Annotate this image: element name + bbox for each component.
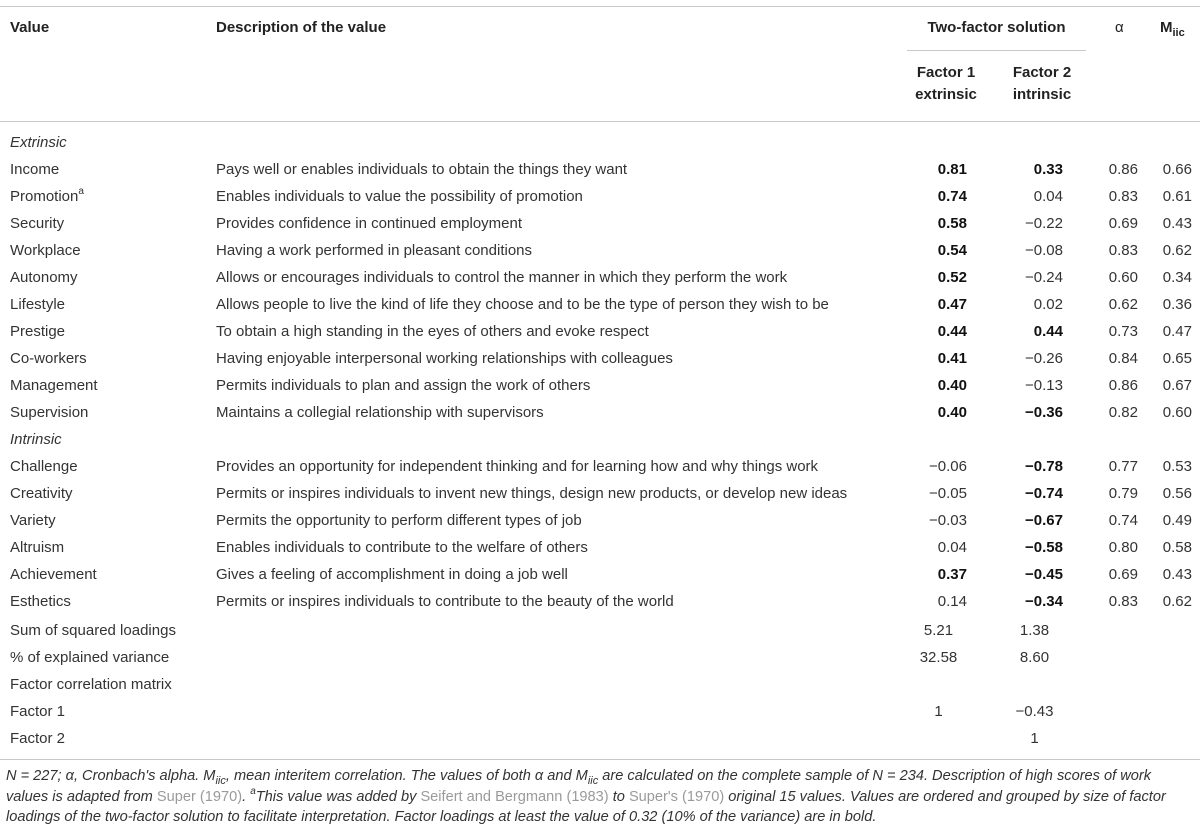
factor2-loading: −0.58 — [1025, 539, 1063, 556]
miic-value: 0.43 — [1162, 215, 1192, 232]
miic-value: 0.34 — [1162, 269, 1192, 286]
table-row — [0, 453, 1200, 480]
alpha-value: 0.86 — [1108, 161, 1138, 178]
alpha-value: 0.83 — [1108, 593, 1138, 610]
factor2-loading: −0.24 — [1025, 269, 1063, 286]
miic-value: 0.53 — [1162, 458, 1192, 475]
factor2-loading: −0.34 — [1025, 593, 1063, 610]
value-description: Provides an opportunity for independent thinking and for learning how and why things work — [216, 458, 819, 475]
table-row — [0, 210, 1200, 237]
factor1-loading: −0.03 — [929, 512, 967, 529]
value-name: Workplace — [10, 242, 81, 259]
factor2-loading: −0.36 — [1025, 404, 1063, 421]
value-description: Gives a feeling of accomplishment in doing a job well — [216, 566, 568, 583]
section-label: Intrinsic — [10, 431, 62, 448]
factor1-loading: −0.05 — [929, 485, 967, 502]
factor1-loading: 0.81 — [937, 161, 967, 178]
alpha-value: 0.84 — [1108, 350, 1138, 367]
factor1-loading: 0.14 — [937, 593, 967, 610]
factor2-loading: −0.08 — [1025, 242, 1063, 259]
value-description: Having enjoyable interpersonal working relationships with colleagues — [216, 350, 673, 367]
miic-value: 0.60 — [1162, 404, 1192, 421]
value-name: Management — [10, 377, 98, 394]
factor1-loading: 0.41 — [937, 350, 967, 367]
value-name: Achievement — [10, 566, 97, 583]
alpha-value: 0.73 — [1108, 323, 1138, 340]
factor2-loading: −0.45 — [1025, 566, 1063, 583]
value-name: Lifestyle — [10, 296, 66, 313]
factor1-loading: 0.47 — [937, 296, 967, 313]
factor2-loading: −0.67 — [1025, 512, 1063, 529]
alpha-value: 0.69 — [1108, 566, 1138, 583]
factor1-value: 32.58 — [919, 649, 958, 666]
header-rule — [0, 121, 1200, 122]
factor2-loading: 0.04 — [1033, 188, 1063, 205]
factor1-loading: 0.58 — [937, 215, 967, 232]
alpha-value: 0.80 — [1108, 539, 1138, 556]
factor2-loading: −0.22 — [1025, 215, 1063, 232]
factor1-value: 1 — [934, 703, 943, 720]
row-label: Factor correlation matrix — [10, 676, 172, 693]
bottom-rule — [0, 759, 1200, 760]
factor2-loading: 0.44 — [1033, 323, 1063, 340]
two-factor-rule — [907, 50, 1086, 51]
row-correlation-matrix — [0, 671, 1200, 698]
table-row — [0, 264, 1200, 291]
alpha-value: 0.60 — [1108, 269, 1138, 286]
value-name: Income — [10, 161, 60, 178]
factor2-value: 1.38 — [1019, 622, 1050, 639]
miic-value: 0.61 — [1162, 188, 1192, 205]
value-name: Challenge — [10, 458, 78, 475]
factor2-loading: 0.02 — [1033, 296, 1063, 313]
value-description: To obtain a high standing in the eyes of others and evoke respect — [216, 323, 649, 340]
value-name: Esthetics — [10, 593, 71, 610]
factor1-loading: 0.40 — [937, 404, 967, 421]
header-description: Description of the value — [216, 19, 387, 36]
value-name: Prestige — [10, 323, 66, 340]
row-label: % of explained variance — [10, 649, 170, 666]
table-row — [0, 480, 1200, 507]
miic-value: 0.36 — [1162, 296, 1192, 313]
factor2-loading: −0.13 — [1025, 377, 1063, 394]
header-factor1: Factor 1 extrinsic — [915, 64, 977, 103]
miic-value: 0.47 — [1162, 323, 1192, 340]
table-row — [0, 534, 1200, 561]
table-row — [0, 588, 1200, 615]
miic-value: 0.49 — [1162, 512, 1192, 529]
value-description: Enables individuals to value the possibility of promotion — [216, 188, 583, 205]
miic-value: 0.67 — [1162, 377, 1192, 394]
section-extrinsic — [0, 129, 1200, 156]
factor2-value: 8.60 — [1019, 649, 1050, 666]
factor2-loading: −0.74 — [1025, 485, 1063, 502]
factor1-loading: 0.44 — [937, 323, 967, 340]
value-description: Permits individuals to plan and assign the work of others — [216, 377, 591, 394]
reference-link[interactable]: Super (1970) — [156, 788, 243, 805]
value-description: Permits or inspires individuals to contribute to the beauty of the world — [216, 593, 674, 610]
factor2-value: −0.43 — [1015, 703, 1054, 720]
table-row — [0, 399, 1200, 426]
value-name: Co-workers — [10, 350, 87, 367]
table-row — [0, 156, 1200, 183]
row-explained-variance — [0, 644, 1200, 671]
table-row — [0, 345, 1200, 372]
factor2-loading: 0.33 — [1033, 161, 1063, 178]
row-correlation-factor1 — [0, 698, 1200, 725]
reference-link[interactable]: Super's (1970) — [628, 788, 725, 805]
row-label: Factor 2 — [10, 730, 66, 747]
factor2-loading: −0.78 — [1025, 458, 1063, 475]
header-alpha: α — [1115, 19, 1124, 36]
miic-value: 0.56 — [1162, 485, 1192, 502]
factor2-value: 1 — [1030, 730, 1039, 747]
table-row — [0, 318, 1200, 345]
factor2-loading: −0.26 — [1025, 350, 1063, 367]
value-name: Supervision — [10, 404, 89, 421]
factor1-value: 5.21 — [923, 622, 954, 639]
row-label: Sum of squared loadings — [10, 622, 176, 639]
table-row — [0, 561, 1200, 588]
miic-value: 0.62 — [1162, 242, 1192, 259]
alpha-value: 0.77 — [1108, 458, 1138, 475]
header-two-factor: Two-factor solution — [927, 19, 1066, 36]
value-description: Allows or encourages individuals to control the manner in which they perform the work — [216, 269, 788, 286]
table-note: N = 227; α, Cronbach's alpha. $M_{iic}$, mean interitem correlation. The values of both α and $M_{iic}$ are calculated on the complete sample of N = 234. Description of high scores of work values is adapted from Super (1970). $^a$This value was added by Seifert and Bergmann (1983) to Super's (1970) original 15 values. Values are ordered and grouped by size of factor loadings of the two-factor solution to facilitate interpretation. Factor loadings at least the value of 0.32 (10% of the variance) are in bold. — [6, 768, 1166, 825]
factor1-loading: 0.74 — [937, 188, 967, 205]
row-correlation-factor2 — [0, 725, 1200, 752]
miic-value: 0.62 — [1162, 593, 1192, 610]
section-label: Extrinsic — [10, 134, 67, 151]
reference-link[interactable]: Seifert and Bergmann (1983) — [420, 788, 609, 805]
value-description: Having a work performed in pleasant conditions — [216, 242, 533, 259]
value-name: Altruism — [10, 539, 65, 556]
header-factor2: Factor 2 intrinsic — [1012, 64, 1072, 103]
value-name: Creativity — [10, 485, 73, 502]
alpha-value: 0.79 — [1108, 485, 1138, 502]
row-sum-squared-loadings — [0, 617, 1200, 644]
value-name: Variety — [10, 512, 56, 529]
miic-value: 0.58 — [1162, 539, 1192, 556]
factor1-loading: 0.52 — [937, 269, 967, 286]
alpha-value: 0.74 — [1108, 512, 1138, 529]
header-miic: $M_{iic}$ — [1160, 19, 1185, 39]
factor1-loading: 0.54 — [937, 242, 967, 259]
value-name: Autonomy — [10, 269, 78, 286]
header-value: Value — [10, 19, 50, 36]
value-description: Pays well or enables individuals to obtain the things they want — [216, 161, 628, 178]
table-row — [0, 183, 1200, 210]
table-row — [0, 372, 1200, 399]
value-description: Provides confidence in continued employment — [216, 215, 523, 232]
miic-value: 0.43 — [1162, 566, 1192, 583]
value-name: Security — [10, 215, 65, 232]
alpha-value: 0.86 — [1108, 377, 1138, 394]
value-description: Maintains a collegial relationship with supervisors — [216, 404, 544, 421]
factor1-loading: −0.06 — [929, 458, 967, 475]
value-description: Allows people to live the kind of life they choose and to be the type of person they wish to be — [216, 296, 829, 313]
miic-value: 0.66 — [1162, 161, 1192, 178]
value-description: Permits or inspires individuals to invent new things, design new products, or develop new ideas — [216, 485, 848, 502]
factor1-loading: 0.37 — [937, 566, 967, 583]
table-row — [0, 291, 1200, 318]
row-label: Factor 1 — [10, 703, 66, 720]
value-name: Promotion$^a$ — [10, 186, 84, 205]
alpha-value: 0.82 — [1108, 404, 1138, 421]
value-description: Enables individuals to contribute to the welfare of others — [216, 539, 588, 556]
table-row — [0, 237, 1200, 264]
factor1-loading: 0.04 — [937, 539, 967, 556]
alpha-value: 0.83 — [1108, 242, 1138, 259]
miic-value: 0.65 — [1162, 350, 1192, 367]
section-intrinsic — [0, 426, 1200, 453]
value-description: Permits the opportunity to perform different types of job — [216, 512, 582, 529]
alpha-value: 0.62 — [1108, 296, 1138, 313]
table-row — [0, 507, 1200, 534]
alpha-value: 0.83 — [1108, 188, 1138, 205]
top-rule — [0, 6, 1200, 7]
factor1-loading: 0.40 — [937, 377, 967, 394]
alpha-value: 0.69 — [1108, 215, 1138, 232]
